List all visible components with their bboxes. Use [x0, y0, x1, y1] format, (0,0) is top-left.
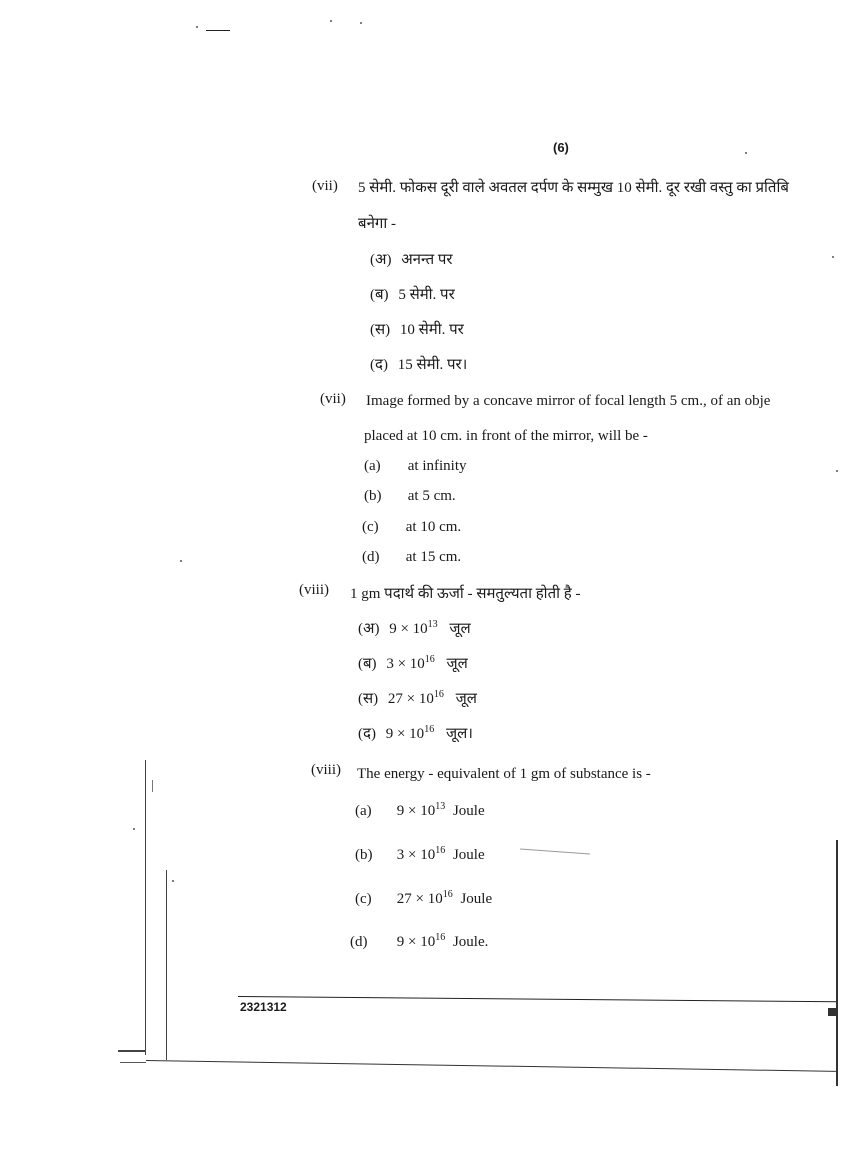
option-unit: जूल [455, 691, 477, 707]
exponent: 16 [435, 932, 446, 943]
option-unit: जूल [446, 656, 468, 672]
option-label: (c) [362, 519, 379, 535]
scan-mark-top [206, 30, 230, 31]
question-text: 5 सेमी. फोकस दूरी वाले अवतल दर्पण के सम्मुख 10 सेमी. दूर रखी वस्तु का प्रतिबि [358, 180, 789, 196]
option-label: (स) [370, 322, 391, 338]
scan-speck [330, 20, 332, 22]
option-item [370, 284, 455, 304]
scan-streak [520, 849, 590, 855]
exponent: 16 [424, 724, 435, 735]
option-unit: Joule [452, 803, 485, 819]
scan-frame-right-tick [828, 1008, 836, 1016]
option-label: (a) [355, 803, 372, 819]
exponent: 16 [424, 654, 435, 665]
question-number: (vii) [320, 391, 346, 407]
option-unit: जूल। [445, 726, 473, 742]
exponent: 16 [435, 845, 446, 856]
question-number: (vii) [312, 178, 338, 194]
option-value: 9 × 10 [389, 621, 428, 637]
option-text: at 10 cm. [405, 519, 462, 535]
option-item [362, 519, 461, 536]
option-unit: Joule. [452, 934, 489, 950]
option-item [355, 803, 485, 820]
option-label: (अ) [370, 252, 392, 268]
scan-frame-bottom [146, 1060, 836, 1072]
option-text: 10 सेमी. पर [399, 322, 464, 338]
option-label: (b) [355, 847, 373, 863]
option-item [364, 458, 467, 475]
option-item [370, 319, 464, 339]
exponent: 13 [435, 801, 446, 812]
option-item [364, 488, 456, 505]
exponent: 16 [442, 889, 453, 900]
scan-speck [360, 22, 362, 24]
option-item [350, 934, 488, 951]
option-text: at 15 cm. [405, 549, 462, 565]
option-value: 3 × 10 [396, 847, 436, 863]
scan-frame-bottom-outer [118, 1050, 146, 1052]
option-item [370, 354, 467, 374]
scan-frame-left-inner [166, 870, 167, 1060]
exponent: 16 [433, 689, 444, 700]
question-text: 1 gm पदार्थ की ऊर्जा - समतुल्यता होती है - [350, 586, 581, 602]
scan-speck [836, 470, 838, 472]
option-text: अनन्त पर [401, 252, 453, 268]
option-label: (d) [350, 934, 368, 950]
option-item [362, 549, 461, 566]
footer-rule [238, 996, 838, 1002]
option-label: (अ) [358, 621, 380, 637]
option-item [358, 653, 468, 673]
page-number: (6) [553, 140, 569, 155]
scan-speck [172, 880, 174, 882]
scan-speck [133, 828, 135, 830]
question-number: (viii) [299, 582, 329, 598]
option-text: at 5 cm. [407, 488, 456, 504]
scan-frame-left-faint [152, 780, 153, 792]
option-value: 27 × 10 [387, 691, 434, 707]
option-text: 5 सेमी. पर [398, 287, 455, 303]
option-text: at infinity [407, 458, 467, 474]
question-text: The energy - equivalent of 1 gm of substance is - [357, 766, 651, 782]
option-value: 3 × 10 [386, 656, 425, 672]
option-item [355, 847, 485, 864]
option-item [358, 618, 471, 638]
question-text: बनेगा - [358, 216, 396, 232]
option-unit: जूल [449, 621, 471, 637]
question-text: placed at 10 cm. in front of the mirror, will be - [364, 428, 648, 444]
scan-frame-left-outer [145, 760, 146, 1055]
option-unit: Joule [460, 891, 493, 907]
scan-speck [832, 256, 834, 258]
option-label: (ब) [358, 656, 377, 672]
option-label: (b) [364, 488, 382, 504]
option-label: (स) [358, 691, 379, 707]
option-label: (a) [364, 458, 381, 474]
option-label: (c) [355, 891, 372, 907]
scan-speck [196, 26, 198, 28]
option-value: 9 × 10 [385, 726, 425, 742]
exponent: 13 [427, 619, 438, 630]
question-number: (viii) [311, 762, 341, 778]
option-item [355, 891, 492, 908]
question-text: Image formed by a concave mirror of focal length 5 cm., of an obje [366, 393, 771, 409]
paper-code: 2321312 [240, 1000, 287, 1014]
option-item [358, 688, 477, 708]
option-item [358, 723, 473, 743]
option-unit: Joule [452, 847, 485, 863]
option-label: (द) [358, 726, 376, 742]
option-value: 27 × 10 [396, 891, 443, 907]
option-value: 9 × 10 [396, 934, 436, 950]
scan-speck [180, 560, 182, 562]
scan-speck [745, 152, 747, 154]
scan-frame-bottom-lower [120, 1062, 146, 1063]
scan-frame-right [836, 840, 838, 1086]
option-label: (ब) [370, 287, 389, 303]
option-value: 9 × 10 [396, 803, 436, 819]
option-label: (द) [370, 357, 388, 373]
option-label: (d) [362, 549, 380, 565]
option-item [370, 249, 453, 269]
option-text: 15 सेमी. पर। [397, 357, 468, 373]
